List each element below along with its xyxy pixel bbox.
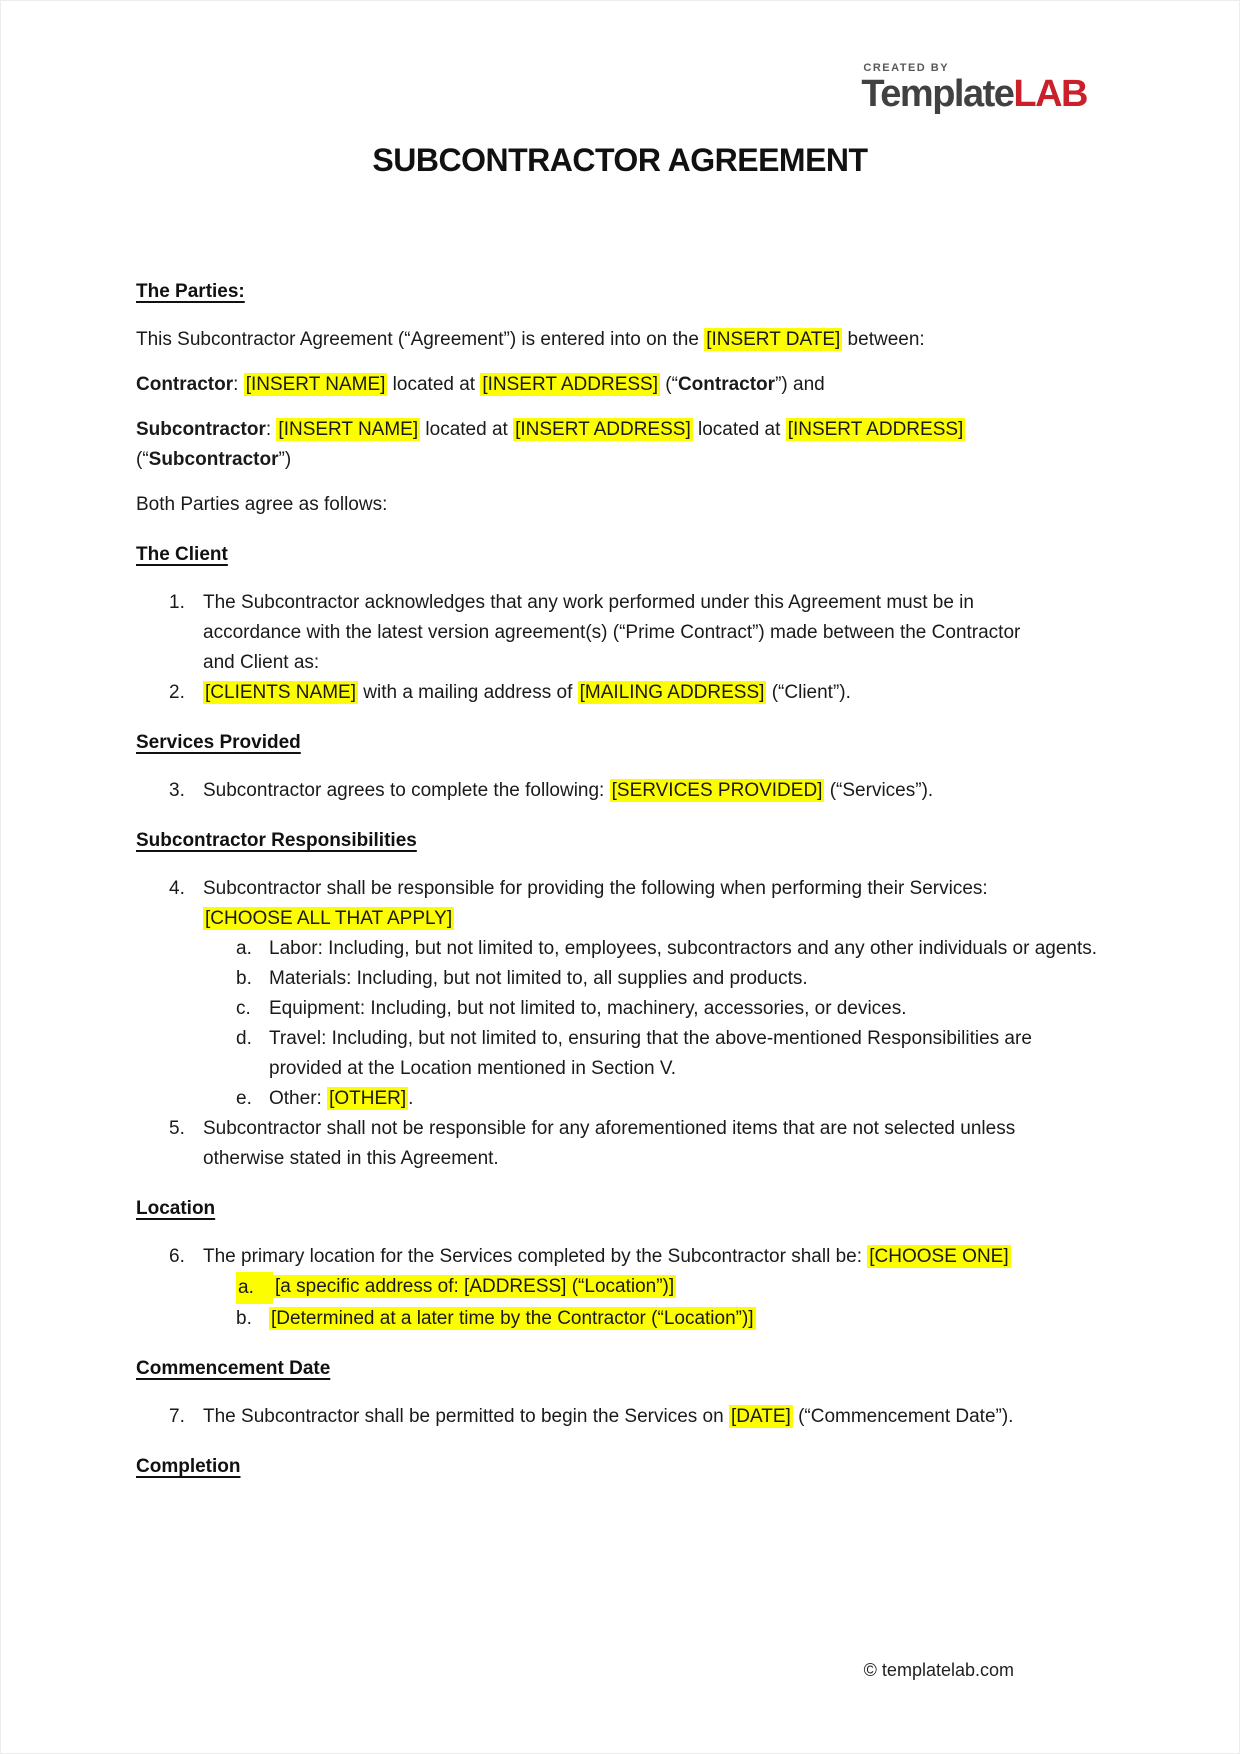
list-item-body [203, 1402, 1104, 1432]
list-item-text [203, 1242, 1053, 1272]
text-run: between: [842, 329, 925, 351]
logo-brand-primary: Template [861, 73, 1014, 115]
list-item-text [203, 776, 1053, 806]
text-run: Other: [269, 1088, 328, 1110]
sub-item-marker: a. [236, 1272, 273, 1304]
text-run: The Subcontractor acknowledges that any work performed under this Agreement must be in accordance with the latest version agreement(s) (“Prime Contract”) made between the Contractor and Client as: [203, 592, 1021, 674]
list-item-body [203, 1242, 1104, 1334]
text-run: Both Parties agree as follows: [136, 494, 388, 516]
list-marker: 4. [169, 878, 185, 900]
text-run: Subcontractor [148, 449, 279, 471]
sub-item-a [203, 1272, 1104, 1304]
page-title: SUBCONTRACTOR AGREEMENT [372, 142, 868, 178]
highlighted-placeholder: [INSERT ADDRESS] [515, 419, 691, 441]
document-body [1, 1, 1239, 1482]
list-item-text [203, 1402, 1053, 1432]
list-marker: 5. [169, 1118, 185, 1140]
list-marker: 3. [169, 780, 185, 802]
sub-item-d [203, 1024, 1104, 1084]
heading-the-parties: The Parties: [136, 281, 245, 303]
list-item-body [203, 874, 1104, 1114]
highlighted-placeholder: [CLIENTS NAME] [205, 682, 356, 704]
list-item-6 [136, 1242, 1104, 1334]
sub-item-marker: d. [236, 1028, 252, 1050]
paragraph-both-parties [136, 490, 1104, 520]
highlighted-placeholder: [INSERT DATE] [706, 329, 841, 351]
sub-item-a [203, 934, 1104, 964]
text-run: Subcontractor [136, 419, 266, 441]
text-run: Labor: Including, but not limited to, employees, subcontractors and any other individuals or agents. [269, 938, 1098, 960]
text-run: (“ [660, 374, 678, 396]
sub-item-marker: b. [236, 968, 252, 990]
highlighted-placeholder: [CHOOSE ALL THAT APPLY] [205, 908, 453, 930]
paragraph-subcontractor [136, 415, 1104, 475]
list-item-4 [136, 874, 1104, 1114]
text-run: located at [387, 374, 481, 396]
text-run: Travel: Including, but not limited to, ensuring that the above-mentioned Responsibilities are provided at the Location mentioned in Section V. [269, 1028, 1032, 1080]
sub-item-marker: b. [236, 1308, 252, 1330]
text-run: : [233, 374, 244, 396]
text-run: (“Services”). [824, 780, 934, 802]
text-run: located at [692, 419, 786, 441]
sub-item-b [203, 964, 1104, 994]
highlighted-placeholder: [SERVICES PROVIDED] [611, 780, 823, 802]
text-run: (“ [136, 449, 149, 471]
list-item-body [203, 678, 1104, 708]
logo-brand-accent: LAB [1013, 73, 1087, 115]
highlighted-placeholder: [Determined at a later time by the Contractor (“Location”)] [271, 1308, 754, 1330]
list-item-body [203, 1114, 1104, 1174]
sub-item-e [203, 1084, 1104, 1114]
list-item-text [203, 1114, 1053, 1174]
highlighted-placeholder: [MAILING ADDRESS] [579, 682, 765, 704]
text-run: (“Commencement Date”). [792, 1406, 1014, 1428]
sub-item-c [203, 994, 1104, 1024]
text-run: ”) [278, 449, 292, 471]
text-run: . [408, 1088, 414, 1110]
highlighted-placeholder: [INSERT NAME] [245, 374, 386, 396]
text-run: with a mailing address of [357, 682, 578, 704]
sub-item-text [269, 994, 1104, 1024]
list-item-2 [136, 678, 1104, 708]
text-run: The Subcontractor shall be permitted to begin the Services on [203, 1406, 729, 1428]
text-run: Subcontractor agrees to complete the following: [203, 780, 610, 802]
text-run: This Subcontractor Agreement (“Agreement”) is entered into on the [136, 329, 705, 351]
heading-location: Location [136, 1198, 216, 1220]
templatelab-logo [861, 63, 1087, 113]
list-item-1 [136, 588, 1104, 678]
list-marker: 7. [169, 1406, 185, 1428]
heading-the-client: The Client [136, 544, 228, 566]
highlighted-placeholder: [INSERT ADDRESS] [482, 374, 658, 396]
list-marker: 1. [169, 592, 185, 614]
heading-subcontractor-responsibilities: Subcontractor Responsibilities [136, 830, 417, 852]
text-run: (“Client”). [766, 682, 851, 704]
heading-commencement-date: Commencement Date [136, 1358, 331, 1380]
list-item-body [203, 776, 1104, 806]
highlighted-placeholder: [INSERT NAME] [278, 419, 419, 441]
text-run: Contractor [136, 374, 234, 396]
footer-copyright: © templatelab.com [863, 1660, 1014, 1680]
text-run: Subcontractor shall not be responsible for any aforementioned items that are not selected unless otherwise stated in this Agreement. [203, 1118, 1016, 1170]
sub-item-marker: e. [236, 1088, 252, 1110]
list-marker: 2. [169, 682, 185, 704]
list-item-body [203, 588, 1104, 678]
sub-item-text [273, 1272, 1104, 1304]
highlighted-placeholder: [OTHER] [329, 1088, 407, 1110]
highlighted-placeholder: [INSERT ADDRESS] [787, 419, 964, 441]
sub-item-text [269, 1304, 1104, 1334]
paragraph-contractor [136, 370, 1104, 400]
text-run: Equipment: Including, but not limited to, machinery, accessories, or devices. [269, 998, 907, 1020]
sub-item-text [269, 934, 1104, 964]
sub-item-text [269, 964, 1104, 994]
text-run: Subcontractor shall be responsible for providing the following when performing their Services: [203, 878, 988, 900]
list-item-5 [136, 1114, 1104, 1174]
logo-brand-text [861, 73, 1087, 115]
highlighted-placeholder: [a specific address of: [ADDRESS] (“Location”)] [275, 1276, 675, 1298]
logo-created-by-label: CREATED BY [863, 62, 950, 74]
sub-item-marker: a. [236, 938, 252, 960]
text-run: : [265, 419, 277, 441]
text-run: Contractor [677, 374, 776, 396]
list-marker: 6. [169, 1246, 185, 1268]
paragraph-agreement-intro [136, 325, 1104, 355]
list-item-text [203, 588, 1053, 678]
heading-services-provided: Services Provided [136, 732, 301, 754]
highlighted-placeholder: [CHOOSE ONE] [869, 1246, 1009, 1268]
list-item-text [203, 874, 1053, 934]
list-item-7 [136, 1402, 1104, 1432]
list-item-3 [136, 776, 1104, 806]
highlighted-placeholder: [DATE] [730, 1406, 791, 1428]
text-run: Materials: Including, but not limited to, all supplies and products. [269, 968, 808, 990]
text-run: ”) and [775, 374, 825, 396]
heading-completion: Completion [136, 1456, 241, 1478]
sub-item-text [269, 1084, 1104, 1114]
sub-item-marker: c. [236, 998, 251, 1020]
sub-item-text [269, 1024, 1104, 1084]
list-item-text [203, 678, 1053, 708]
sub-item-b [203, 1304, 1104, 1334]
text-run: The primary location for the Services completed by the Subcontractor shall be: [203, 1246, 868, 1268]
text-run: located at [420, 419, 514, 441]
